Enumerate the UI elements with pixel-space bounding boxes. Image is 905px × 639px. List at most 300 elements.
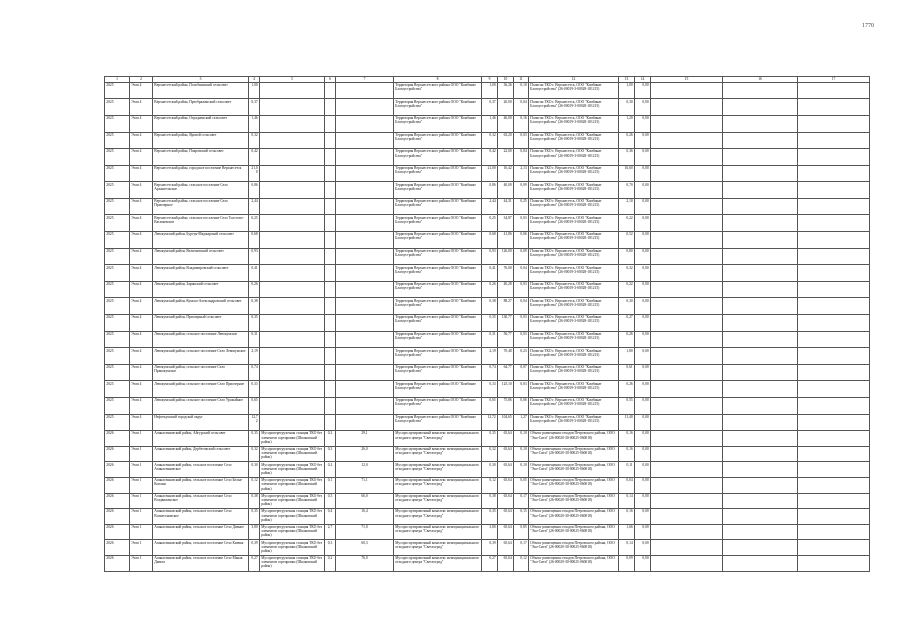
table-cell: [336, 348, 394, 365]
table-cell: 2,13: [514, 165, 529, 182]
table-cell: [723, 493, 798, 509]
table-cell: 0,3: [325, 446, 336, 462]
table-cell: [723, 446, 798, 462]
table-cell: [723, 99, 798, 116]
table-cell: Полигон ТКО г. Верхнесетск, ООО "Комбинат Благоустройства" (26-00019-3-00028-181215): [529, 115, 619, 132]
table-cell: Этап 4: [130, 348, 153, 365]
table-cell: 21,00: [482, 165, 498, 182]
table-cell: 0,32: [619, 265, 635, 282]
table-cell: [723, 182, 798, 199]
table-cell: [336, 331, 394, 348]
table-cell: 3,80: [249, 524, 260, 540]
table-cell: Территория Верхнесетского района ООО "Комбинат Благоустройства": [394, 182, 482, 199]
table-cell: 71,1: [336, 477, 394, 493]
column-number-cell: 2: [130, 77, 153, 83]
table-cell: [798, 364, 870, 381]
table-cell: 0,1: [325, 477, 336, 493]
table-cell: 40,28: [498, 281, 514, 298]
table-cell: [260, 99, 325, 116]
table-cell: 2026: [105, 555, 130, 571]
table-cell: 130,77: [498, 315, 514, 332]
table-cell: Левокумский район, сельское поселение Село Правокумское: [153, 364, 249, 381]
table-cell: [260, 232, 325, 249]
table-row: [105, 165, 870, 182]
table-cell: 0,31: [249, 331, 260, 348]
table-cell: [798, 315, 870, 332]
table-cell: [651, 477, 723, 493]
table-row: [105, 540, 870, 556]
table-cell: Территория Верхнесетского района ООО "Комбинат Благоустройства": [394, 232, 482, 249]
table-cell: 36,26: [498, 82, 514, 99]
table-cell: [798, 540, 870, 556]
table-cell: Объект размещения отходов Петровского района, ООО "Эко-Сити" (26-00020-З0-00025-060018): [529, 431, 619, 447]
table-cell: Левокумский район, Заринский сельсовет: [153, 281, 249, 298]
table-cell: Полигон ТКО г. Верхнесетск, ООО "Комбинат Благоустройства" (26-00019-3-00028-181215): [529, 149, 619, 166]
table-cell: 1,80: [619, 348, 635, 365]
table-cell: [798, 248, 870, 265]
table-cell: [260, 398, 325, 415]
table-cell: Этап 4: [130, 248, 153, 265]
table-cell: 0,00: [635, 298, 651, 315]
table-cell: 0,10: [514, 446, 529, 462]
table-cell: Этап 4: [130, 149, 153, 166]
table-cell: 0,42: [249, 149, 260, 166]
table-cell: 1,00: [619, 82, 635, 99]
table-row: [105, 215, 870, 232]
table-cell: Этап 4: [130, 182, 153, 199]
table-cell: [260, 331, 325, 348]
table-cell: Верхнесетский район, Яровой сельсовет: [153, 132, 249, 149]
table-cell: Левокумский район, Бургун-Маджарский сельсовет: [153, 232, 249, 249]
column-number-cell: 6: [325, 77, 336, 83]
table-cell: [651, 446, 723, 462]
table-cell: 2026: [105, 446, 130, 462]
table-cell: 2026: [105, 540, 130, 556]
table-row: [105, 265, 870, 282]
table-cell: [723, 524, 798, 540]
table-cell: 0,93: [249, 248, 260, 265]
table-cell: [723, 232, 798, 249]
table-cell: 0,00: [635, 232, 651, 249]
table-row: [105, 381, 870, 398]
table-cell: 0,36: [619, 149, 635, 166]
table-cell: 0,52: [619, 232, 635, 249]
table-cell: [798, 281, 870, 298]
table-cell: [260, 381, 325, 398]
table-cell: [336, 381, 394, 398]
table-cell: [651, 248, 723, 265]
table-cell: Объект размещения отходов Петровского района, ООО "Эко-Сити" (26-00020-З0-00025-060018): [529, 524, 619, 540]
table-cell: Объект размещения отходов Петровского района, ООО "Эко-Сити" (26-00020-З0-00025-060018): [529, 462, 619, 478]
table-cell: [798, 462, 870, 478]
table-cell: 0,00: [635, 215, 651, 232]
table-cell: [723, 381, 798, 398]
table-cell: 0,32: [482, 132, 498, 149]
table-cell: 65,64: [498, 524, 514, 540]
table-cell: Территория Верхнесетского района ООО "Комбинат Благоустройства": [394, 165, 482, 182]
table-cell: Мусороперегрузочная станция ТКО без элементов сортировки (Шпаковский район): [260, 509, 325, 525]
table-cell: [336, 82, 394, 99]
table-row: [105, 348, 870, 365]
table-cell: 0,10: [514, 82, 529, 99]
table-cell: Этап 4: [130, 364, 153, 381]
table-cell: Объект размещения отходов Петровского района, ООО "Эко-Сити" (26-00020-З0-00025-060018): [529, 446, 619, 462]
table-cell: 0,35: [249, 431, 260, 447]
table-cell: 0,07: [514, 364, 529, 381]
table-cell: [798, 132, 870, 149]
table-cell: 70,48: [498, 348, 514, 365]
table-cell: [325, 182, 336, 199]
column-number-cell: 14: [635, 77, 651, 83]
table-cell: [325, 381, 336, 398]
table-cell: [651, 493, 723, 509]
table-row: [105, 149, 870, 166]
table-cell: Полигон ТКО г. Верхнесетск, ООО "Комбинат Благоустройства" (26-00019-3-00028-181215): [529, 165, 619, 182]
table-cell: Территория Верхнесетского района ООО "Комбинат Благоустройства": [394, 82, 482, 99]
table-cell: [651, 82, 723, 99]
table-cell: Левокумский район, Приозерный сельсовет: [153, 315, 249, 332]
table-cell: 56,77: [498, 331, 514, 348]
table-cell: 0,26: [482, 281, 498, 298]
table-cell: [260, 414, 325, 431]
table-cell: [723, 555, 798, 571]
table-cell: [798, 477, 870, 493]
table-cell: [260, 132, 325, 149]
table-cell: 0,25: [249, 215, 260, 232]
table-cell: Полигон ТКО г. Верхнесетск, ООО "Комбинат Благоустройства" (26-00019-3-00028-181215): [529, 265, 619, 282]
table-cell: 0,3: [325, 493, 336, 509]
table-cell: [798, 149, 870, 166]
table-cell: 34,87: [498, 215, 514, 232]
table-cell: Территория Верхнесетского района ООО "Комбинат Благоустройства": [394, 414, 482, 431]
table-cell: 2025: [105, 232, 130, 249]
table-cell: Мусоросортировочный комплекс межмуниципального отходного центра "Светлоград": [394, 477, 482, 493]
table-cell: Этап 1: [130, 477, 153, 493]
table-cell: 0,30: [619, 298, 635, 315]
table-cell: [651, 398, 723, 415]
table-cell: [651, 165, 723, 182]
table-cell: 0,27: [249, 555, 260, 571]
table-cell: 0,09: [514, 182, 529, 199]
table-cell: 2,19: [249, 348, 260, 365]
table-cell: 0,03: [514, 331, 529, 348]
table-cell: Объект размещения отходов Петровского района, ООО "Эко-Сити" (26-00020-З0-00025-060018): [529, 477, 619, 493]
table-cell: [325, 298, 336, 315]
table-cell: [651, 348, 723, 365]
table-cell: 0,30: [482, 462, 498, 478]
table-row: [105, 298, 870, 315]
table-cell: Территория Верхнесетского района ООО "Комбинат Благоустройства": [394, 348, 482, 365]
table-cell: Мусороперегрузочная станция ТКО без элементов сортировки (Шпаковский район): [260, 540, 325, 556]
table-cell: [723, 115, 798, 132]
table-cell: Полигон ТКО г. Верхнесетск, ООО "Комбинат Благоустройства" (26-00019-3-00028-181215): [529, 298, 619, 315]
column-number-cell: 3: [153, 77, 249, 83]
table-cell: 0,27: [619, 315, 635, 332]
table-cell: Мусоросортировочный комплекс межмуниципального отходного центра "Светлоград": [394, 540, 482, 556]
table-cell: Полигон ТКО г. Верхнесетск, ООО "Комбинат Благоустройства" (26-00019-3-00028-181215): [529, 215, 619, 232]
table-cell: [325, 132, 336, 149]
table-cell: 65,64: [498, 493, 514, 509]
table-cell: 0,93: [482, 248, 498, 265]
table-row: [105, 364, 870, 381]
table-cell: [651, 364, 723, 381]
table-cell: 0,39: [249, 540, 260, 556]
table-cell: Этап 1: [130, 555, 153, 571]
table-cell: 0,26: [249, 281, 260, 298]
table-row: [105, 462, 870, 478]
table-cell: 0,00: [635, 381, 651, 398]
table-cell: 2026: [105, 509, 130, 525]
table-cell: 40,00: [498, 182, 514, 199]
table-cell: 0,00: [635, 115, 651, 132]
table-cell: 0,35: [249, 509, 260, 525]
table-cell: 0,4: [325, 509, 336, 525]
table-cell: 0,09: [514, 248, 529, 265]
table-cell: 0,04: [514, 298, 529, 315]
table-cell: Территория Верхнесетского района ООО "Комбинат Благоустройства": [394, 248, 482, 265]
table-cell: Территория Верхнесетского района ООО "Комбинат Благоустройства": [394, 99, 482, 116]
table-cell: 65,64: [498, 509, 514, 525]
table-cell: Этап 4: [130, 232, 153, 249]
column-number-cell: 11: [514, 77, 529, 83]
table-cell: [651, 315, 723, 332]
table-cell: 0,25: [482, 215, 498, 232]
table-cell: 0,32: [249, 132, 260, 149]
table-cell: [798, 381, 870, 398]
table-cell: [798, 493, 870, 509]
table-cell: 2026: [105, 462, 130, 478]
table-cell: Территория Верхнесетского района ООО "Комбинат Благоустройства": [394, 364, 482, 381]
table-cell: 0,85: [514, 524, 529, 540]
table-cell: 0,38: [249, 298, 260, 315]
table-cell: Этап 4: [130, 381, 153, 398]
table-cell: 41,86: [498, 232, 514, 249]
table-cell: 2025: [105, 398, 130, 415]
table-cell: [336, 132, 394, 149]
table-cell: Мусороперегрузочная станция ТКО без элементов сортировки (Шпаковский район): [260, 462, 325, 478]
table-cell: 0,16: [619, 431, 635, 447]
table-cell: [723, 315, 798, 332]
table-cell: 1,27: [514, 414, 529, 431]
table-cell: 0,15: [514, 509, 529, 525]
column-number-cell: 8: [394, 77, 482, 83]
table-cell: Территория Верхнесетского района ООО "Комбинат Благоустройства": [394, 265, 482, 282]
table-cell: 0,26: [619, 331, 635, 348]
table-cell: [798, 524, 870, 540]
table-cell: 104,65: [498, 414, 514, 431]
table-cell: [336, 115, 394, 132]
table-cell: 2026: [105, 524, 130, 540]
table-cell: Мусоросортировочный комплекс межмуниципального отходного центра "Светлоград": [394, 431, 482, 447]
table-row: [105, 331, 870, 348]
column-number-cell: 16: [723, 77, 798, 83]
table-cell: 76,0: [336, 555, 394, 571]
table-cell: 0,30: [249, 462, 260, 478]
table-cell: [651, 281, 723, 298]
table-cell: 0,33: [249, 381, 260, 398]
table-cell: 2026: [105, 431, 130, 447]
table-cell: [336, 265, 394, 282]
table-cell: 0,16: [619, 509, 635, 525]
table-cell: Территория Верхнесетского района ООО "Комбинат Благоустройства": [394, 215, 482, 232]
table-cell: 0,31: [482, 331, 498, 348]
table-cell: [325, 315, 336, 332]
table-cell: 0,2: [325, 555, 336, 571]
table-cell: 0,09: [619, 555, 635, 571]
column-number-cell: 13: [619, 77, 635, 83]
table-cell: 2025: [105, 281, 130, 298]
table-cell: [260, 165, 325, 182]
table-cell: 2025: [105, 182, 130, 199]
table-cell: Апанасенковский район, сельское поселение Село Воздвиженское: [153, 493, 249, 509]
table-cell: [260, 248, 325, 265]
table-cell: Полигон ТКО г. Верхнесетск, ООО "Комбинат Благоустройства" (26-00019-3-00028-181215): [529, 414, 619, 431]
table-cell: [651, 540, 723, 556]
table-cell: [336, 149, 394, 166]
table-cell: [723, 331, 798, 348]
table-cell: [651, 182, 723, 199]
table-cell: 46,00: [498, 115, 514, 132]
table-cell: 16,4: [336, 509, 394, 525]
table-cell: 0,06: [514, 398, 529, 415]
table-cell: [798, 232, 870, 249]
table-cell: [723, 165, 798, 182]
table-cell: 0,17: [514, 540, 529, 556]
table-cell: 0,00: [635, 331, 651, 348]
table-cell: [336, 281, 394, 298]
table-cell: Полигон ТКО г. Верхнесетск, ООО "Комбинат Благоустройства" (26-00019-3-00028-181215): [529, 132, 619, 149]
table-cell: Мусороперегрузочная станция ТКО без элементов сортировки (Шпаковский район): [260, 431, 325, 447]
table-cell: 0,35: [482, 315, 498, 332]
table-cell: 66,0: [336, 493, 394, 509]
table-cell: [325, 265, 336, 282]
table-cell: [651, 265, 723, 282]
table-cell: 71,0: [336, 524, 394, 540]
table-row: [105, 398, 870, 415]
table-cell: [798, 446, 870, 462]
table-cell: [260, 198, 325, 215]
page-number: 1770: [862, 23, 874, 29]
table-cell: 0,00: [635, 99, 651, 116]
table-row: [105, 431, 870, 447]
table-cell: Территория Верхнесетского района ООО "Комбинат Благоустройства": [394, 115, 482, 132]
table-cell: 2026: [105, 477, 130, 493]
table-cell: Мусороперегрузочная станция ТКО без элементов сортировки (Шпаковский район): [260, 555, 325, 571]
table-cell: [336, 182, 394, 199]
table-cell: [651, 115, 723, 132]
table-cell: 1,00: [249, 82, 260, 99]
table-cell: 0,00: [635, 132, 651, 149]
table-cell: 63,20: [498, 132, 514, 149]
table-cell: 1,46: [249, 115, 260, 132]
table-cell: Полигон ТКО г. Верхнесетск, ООО "Комбинат Благоустройства" (26-00019-3-00028-181215): [529, 232, 619, 249]
table-cell: 0,26: [619, 132, 635, 149]
table-cell: 0,04: [514, 149, 529, 166]
table-cell: 64,77: [498, 364, 514, 381]
table-row: [105, 281, 870, 298]
table-cell: 76,00: [498, 265, 514, 282]
column-number-cell: 1: [105, 77, 130, 83]
table-cell: Левокумский район, сельское поселение Село Приозерное: [153, 381, 249, 398]
table-cell: Верхнесетский район, Покровский сельсовет: [153, 149, 249, 166]
table-cell: 2025: [105, 364, 130, 381]
table-cell: 0,05: [514, 477, 529, 493]
table-cell: Верхнесетский район, Преображенский сельсовет: [153, 99, 249, 116]
table-cell: 0,03: [514, 132, 529, 149]
table-cell: [651, 524, 723, 540]
table-cell: 16,60: [619, 165, 635, 182]
table-cell: 0,00: [635, 446, 651, 462]
table-cell: Территория Верхнесетского района ООО "Комбинат Благоустройства": [394, 331, 482, 348]
table-cell: [723, 298, 798, 315]
table-cell: 0,00: [635, 364, 651, 381]
table-cell: 0,65: [249, 398, 260, 415]
table-cell: Полигон ТКО г. Верхнесетск, ООО "Комбинат Благоустройства" (26-00019-3-00028-181215): [529, 198, 619, 215]
table-cell: 2025: [105, 198, 130, 215]
table-cell: [798, 509, 870, 525]
table-cell: 0,03: [514, 381, 529, 398]
table-row: [105, 315, 870, 332]
table-cell: 75,86: [498, 398, 514, 415]
table-cell: 65,64: [498, 540, 514, 556]
table-cell: [723, 509, 798, 525]
table-cell: Верхнесетский район, сельское поселение Село Толстово-Васюковское: [153, 215, 249, 232]
table-cell: 2025: [105, 265, 130, 282]
table-cell: [723, 477, 798, 493]
table-cell: Территория Верхнесетского района ООО "Комбинат Благоустройства": [394, 198, 482, 215]
table-row: [105, 509, 870, 525]
table-cell: Этап 1: [130, 431, 153, 447]
table-cell: Верхнесетский район, сельское поселение Село Архангельское: [153, 182, 249, 199]
table-cell: 0,12: [514, 555, 529, 571]
table-cell: [336, 99, 394, 116]
table-cell: Этап 4: [130, 198, 153, 215]
table-cell: Апанасенковский район, сельское поселение Село Вознесеновское: [153, 509, 249, 525]
table-row: [105, 524, 870, 540]
table-cell: Полигон ТКО г. Верхнесетск, ООО "Комбинат Благоустройства" (26-00019-3-00028-181215): [529, 398, 619, 415]
column-number-cell: 17: [798, 77, 870, 83]
table-cell: [325, 82, 336, 99]
table-cell: 0,12: [482, 477, 498, 493]
table-cell: 0,04: [619, 477, 635, 493]
table-cell: [723, 348, 798, 365]
table-cell: 21,00: [249, 165, 260, 182]
table-row: [105, 82, 870, 99]
table-cell: 0,35: [482, 509, 498, 525]
table-cell: Мусороперегрузочная станция ТКО без элементов сортировки (Шпаковский район): [260, 446, 325, 462]
table-cell: 0,04: [514, 99, 529, 116]
table-cell: 0,23: [514, 348, 529, 365]
table-cell: 0,10: [514, 431, 529, 447]
table-cell: 22,00: [498, 149, 514, 166]
table-cell: [336, 398, 394, 415]
table-cell: 0,35: [249, 315, 260, 332]
table-cell: Этап 4: [130, 298, 153, 315]
table-cell: [325, 232, 336, 249]
table-cell: 0,22: [619, 281, 635, 298]
table-cell: Полигон ТКО г. Верхнесетск, ООО "Комбинат Благоустройства" (26-00019-3-00028-181215): [529, 99, 619, 116]
table-cell: 2,7: [325, 524, 336, 540]
table-cell: 2025: [105, 132, 130, 149]
table-row: [105, 115, 870, 132]
table-cell: 2025: [105, 115, 130, 132]
table-cell: 0,74: [482, 364, 498, 381]
table-cell: 0,41: [249, 265, 260, 282]
table-cell: [336, 364, 394, 381]
table-cell: [260, 115, 325, 132]
table-cell: [651, 298, 723, 315]
table-cell: Полигон ТКО г. Верхнесетск, ООО "Комбинат Благоустройства" (26-00019-3-00028-181215): [529, 331, 619, 348]
